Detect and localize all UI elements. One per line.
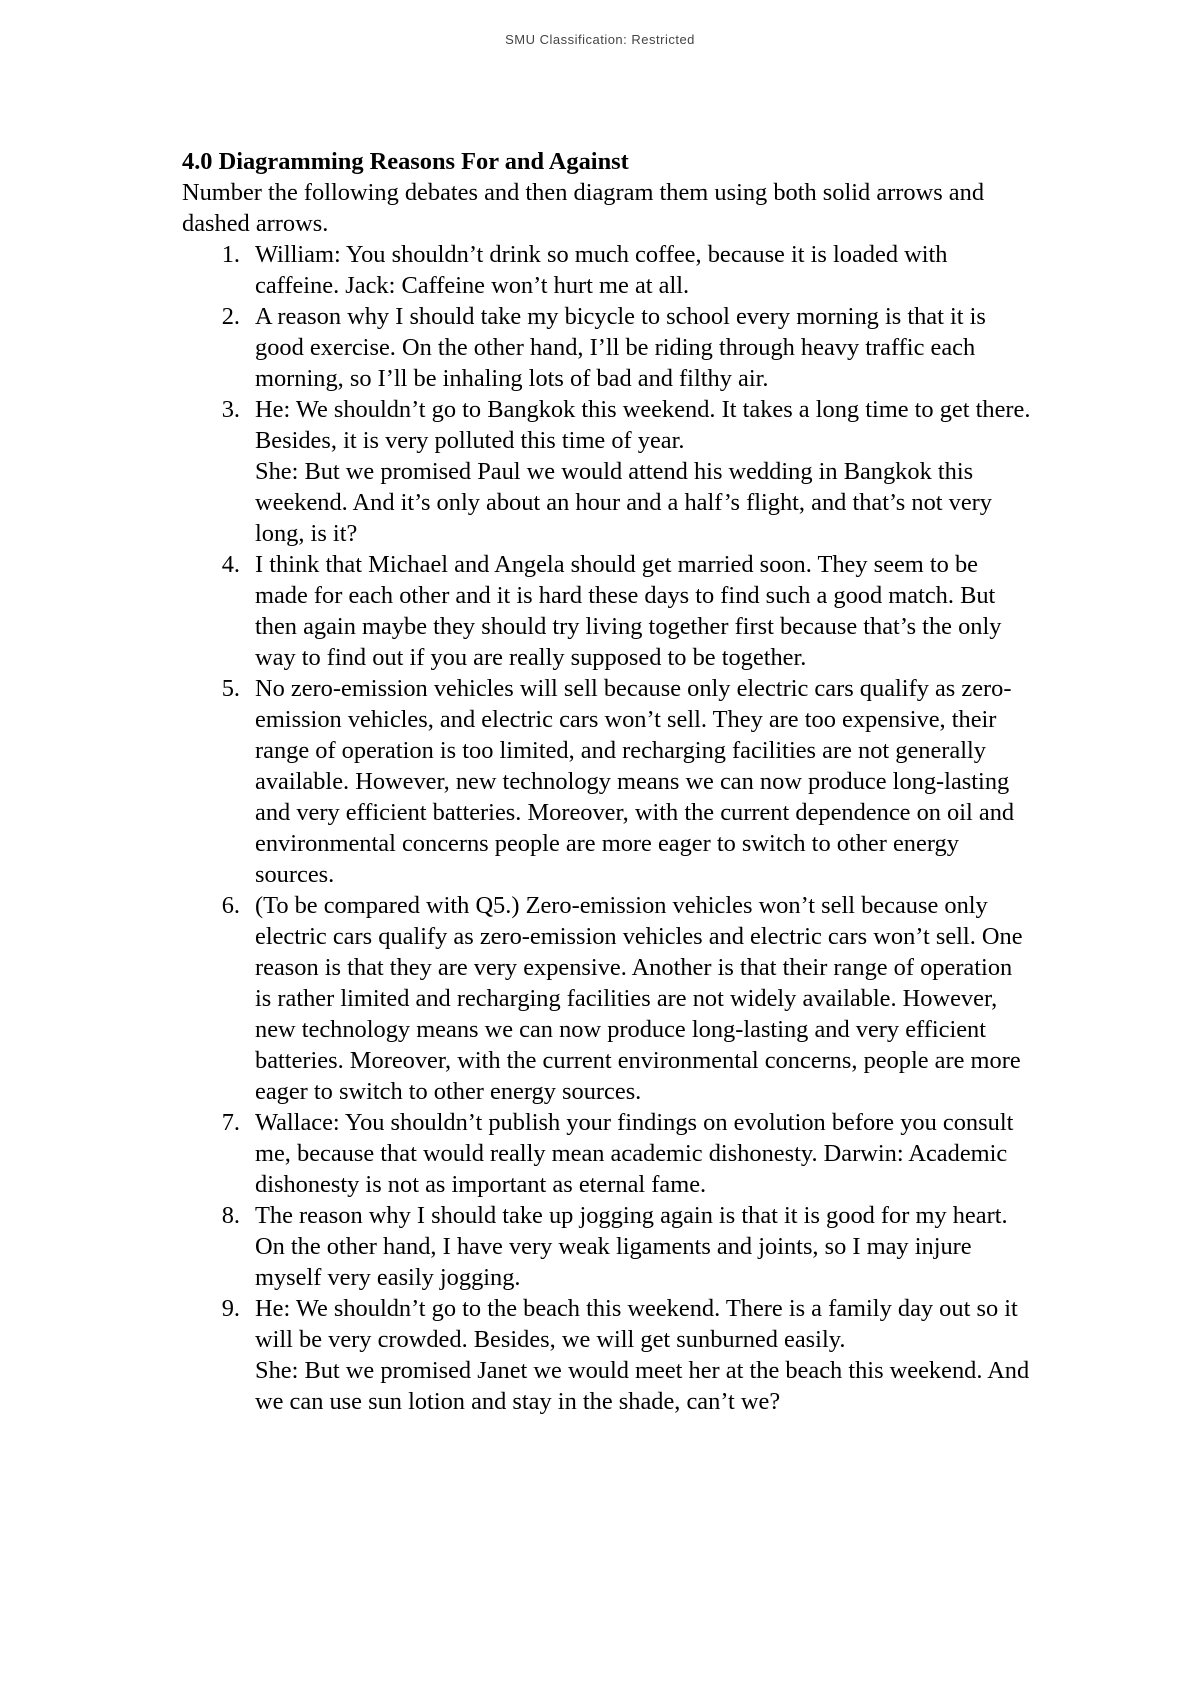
- exercise-text: He: We shouldn’t go to the beach this weekend. There is a family day out so it will be very crowded. Besides, we will get sunburned easily.: [255, 1295, 1018, 1353]
- exercise-item-4: [182, 549, 1032, 673]
- exercise-text: William: You shouldn’t drink so much coffee, because it is loaded with caffeine. Jack: Caffeine won’t hurt me at all.: [255, 241, 948, 299]
- exercise-item-2: [182, 301, 1032, 394]
- exercise-item-8: [182, 1200, 1032, 1293]
- section-heading: 4.0 Diagramming Reasons For and Against: [182, 148, 629, 175]
- exercise-number: 4.: [221, 551, 240, 578]
- classification-label: SMU Classification: Restricted: [505, 32, 695, 47]
- exercise-item-6: [182, 890, 1032, 1107]
- exercise-text: I think that Michael and Angela should get married soon. They seem to be made for each other and it is hard these days to find such a good match. But then again maybe they should try living together first because that’s the only way to find out if you are really supposed to be together.: [255, 551, 1002, 671]
- exercise-number: 5.: [221, 675, 240, 702]
- exercise-number: 9.: [221, 1295, 240, 1322]
- exercise-text: She: But we promised Janet we would meet her at the beach this weekend. And we can use sun lotion and stay in the shade, can’t we?: [255, 1357, 1030, 1415]
- exercise-text: He: We shouldn’t go to Bangkok this weekend. It takes a long time to get there. Besides, it is very polluted this time of year.: [255, 396, 1031, 454]
- exercise-text: Wallace: You shouldn’t publish your findings on evolution before you consult me, because that would really mean academic dishonesty. Darwin: Academic dishonesty is not as important as eternal fame.: [255, 1109, 1014, 1198]
- exercise-text: (To be compared with Q5.) Zero-emission vehicles won’t sell because only electric cars qualify as zero-emission vehicles and electric cars won’t sell. One reason is that they are very expensive. Another is that their range of operation is rather limited and recharging facilities are not widely available. However, new technology means we can now produce long-lasting and very efficient batteries. Moreover, with the current environmental concerns, people are more eager to switch to other energy sources.: [255, 892, 1023, 1105]
- document-body: [182, 146, 1032, 1417]
- exercise-item-9: [182, 1293, 1032, 1417]
- exercise-item-5: [182, 673, 1032, 890]
- section-intro: Number the following debates and then diagram them using both solid arrows and dashed arrows.: [182, 179, 985, 237]
- exercise-number: 3.: [221, 396, 240, 423]
- exercise-text: No zero-emission vehicles will sell because only electric cars qualify as zero-emission vehicles, and electric cars won’t sell. They are too expensive, their range of operation is too limited, and recharging facilities are not generally available. However, new technology means we can now produce long-lasting and very efficient batteries. Moreover, with the current dependence on oil and environmental concerns people are more eager to switch to other energy sources.: [255, 675, 1015, 888]
- exercise-number: 8.: [221, 1202, 240, 1229]
- exercise-number: 7.: [221, 1109, 240, 1136]
- exercise-list: [182, 239, 1032, 1417]
- exercise-item-3: [182, 394, 1032, 549]
- exercise-text: She: But we promised Paul we would attend his wedding in Bangkok this weekend. And it’s only about an hour and a half’s flight, and that’s not very long, is it?: [255, 458, 992, 547]
- exercise-number: 2.: [221, 303, 240, 330]
- exercise-item-7: [182, 1107, 1032, 1200]
- exercise-text: A reason why I should take my bicycle to school every morning is that it is good exercise. On the other hand, I’ll be riding through heavy traffic each morning, so I’ll be inhaling lots of bad and filthy air.: [255, 303, 986, 392]
- exercise-number: 1.: [221, 241, 240, 268]
- exercise-text: The reason why I should take up jogging again is that it is good for my heart. On the other hand, I have very weak ligaments and joints, so I may injure myself very easily jogging.: [255, 1202, 1008, 1291]
- exercise-number: 6.: [221, 892, 240, 919]
- exercise-item-1: [182, 239, 1032, 301]
